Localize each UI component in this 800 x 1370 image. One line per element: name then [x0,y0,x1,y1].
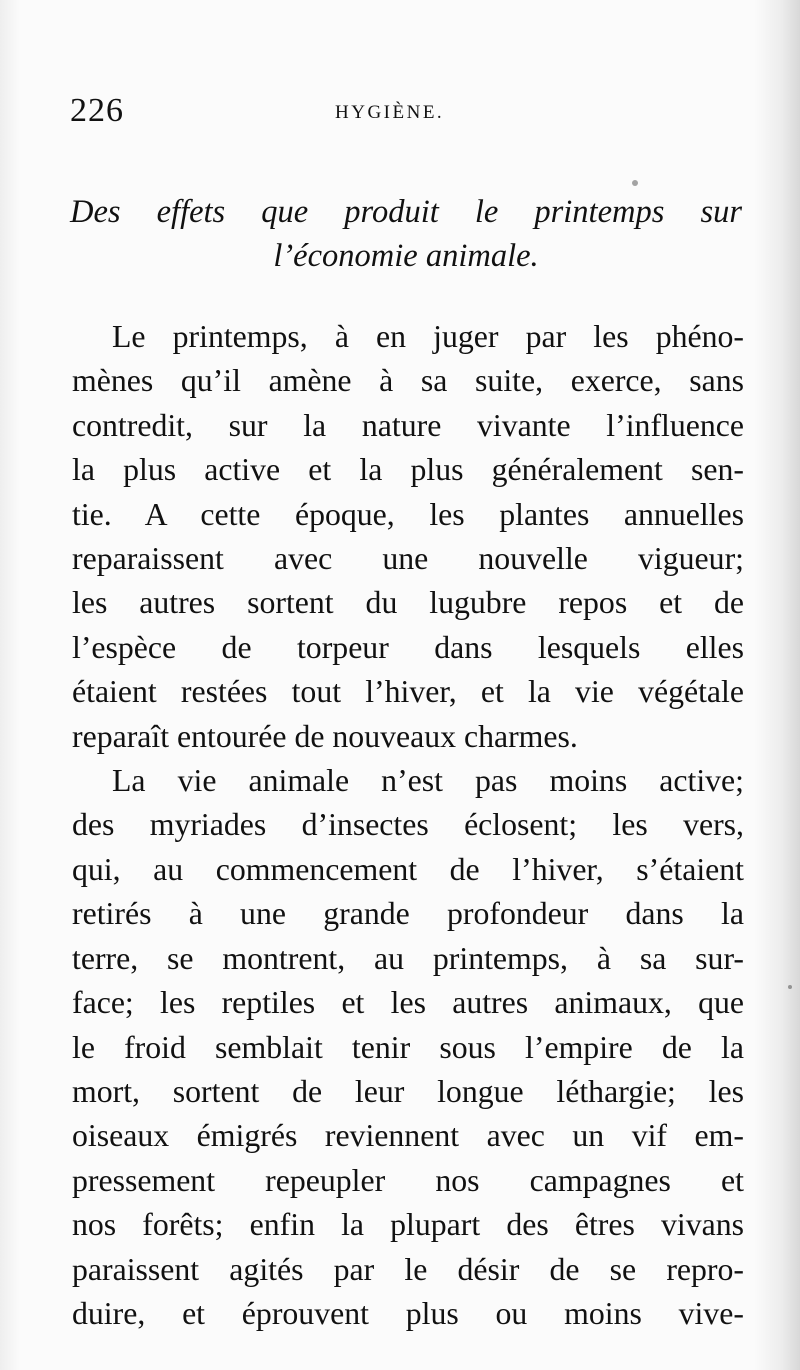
page-number: 226 [70,92,124,129]
heading-word: Des [70,194,121,230]
text-line: reparaît entourée de nouveaux charmes. [72,718,578,754]
heading-word: que [261,194,309,230]
text-line: des myriades d’insectes éclosent; les vers, [72,807,744,843]
text-line: tie. A cette époque, les plantes annuelles [72,496,744,532]
running-head [70,92,750,142]
text-line: La vie animale n’est pas moins active; [112,763,744,799]
text-line: reparaissent avec une nouvelle vigueur; [72,541,744,577]
heading-word: effets [156,194,226,230]
text-line: l’espèce de torpeur dans lesquels elles [72,629,744,665]
section-heading-line-1 [70,190,742,234]
text-line: contredit, sur la nature vivante l’influence [72,407,744,443]
heading-word: printemps [534,194,665,230]
body-text [72,315,744,1336]
heading-word: le [474,194,499,230]
heading-word: sur [700,194,742,230]
text-line: le froid semblait tenir sous l’empire de la [72,1029,744,1065]
page-left-shadow [0,0,20,1370]
text-line: mènes qu’il amène à sa suite, exerce, sans [72,363,744,399]
text-line: étaient restées tout l’hiver, et la vie végétale [72,674,744,710]
ink-speck [788,985,792,989]
text-line: paraissent agités par le désir de se repro- [72,1251,744,1287]
running-title: HYGIÈNE. [335,102,445,123]
paragraph-1 [72,315,744,759]
text-line: pressement repeupler nos campagnes et [72,1162,744,1198]
page-right-shadow [754,0,800,1370]
text-line: Le printemps, à en juger par les phéno- [112,319,744,354]
text-line: nos forêts; enfin la plupart des êtres vivans [72,1207,744,1243]
text-line: oiseaux émigrés reviennent avec un vif em- [72,1118,744,1154]
text-line: face; les reptiles et les autres animaux, que [72,985,744,1021]
text-line: la plus active et la plus généralement sen- [72,452,744,488]
text-line: duire, et éprouvent plus ou moins vive- [72,1295,744,1331]
text-line: terre, se montrent, au printemps, à sa sur- [72,940,744,976]
paragraph-2 [72,759,744,1336]
heading-word: produit [344,194,439,230]
section-heading-line-2: l’économie animale. [273,238,539,274]
section-heading [70,190,742,278]
text-line: les autres sortent du lugubre repos et de [72,585,744,621]
ink-speck [632,180,638,186]
text-line: qui, au commencement de l’hiver, s’étaient [72,851,744,887]
text-line: mort, sortent de leur longue léthargie; les [72,1073,744,1109]
text-line: retirés à une grande profondeur dans la [72,896,744,932]
